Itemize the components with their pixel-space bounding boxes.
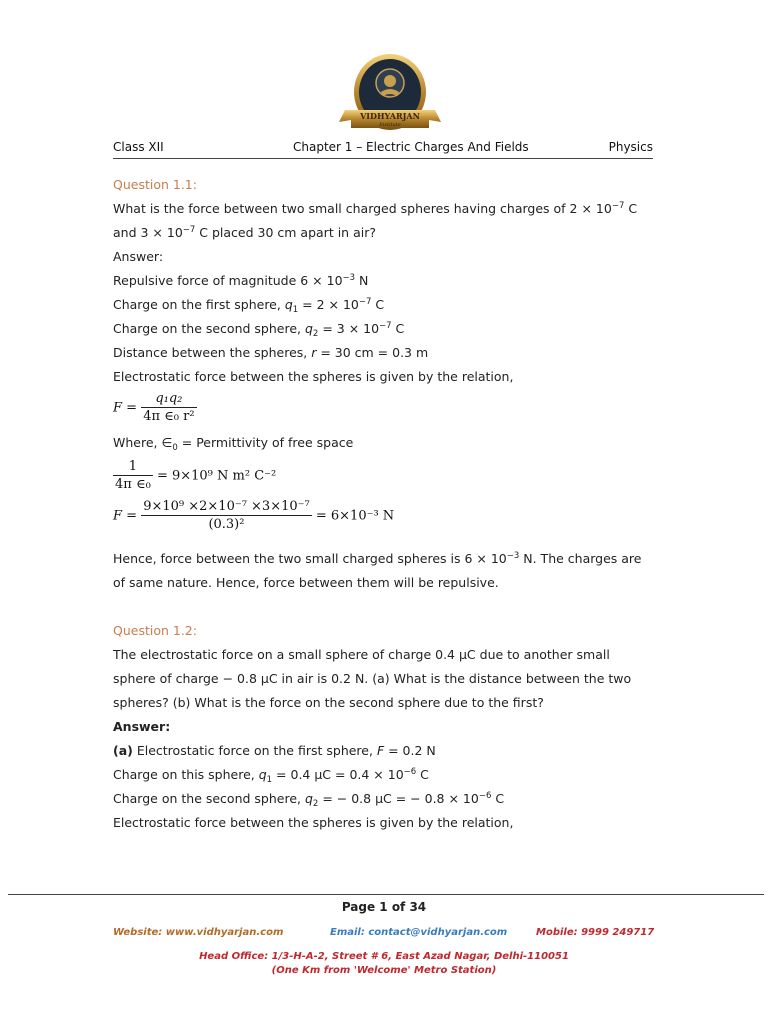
answer-line: Charge on the second sphere, $q_2 = 3 \times 10^{-7}$ C	[113, 321, 405, 339]
question-text: and $3 \times 10^{-7}$ C placed 30 cm apart in air?	[113, 225, 376, 240]
answer-line: Where, $\in_0$ = Permittivity of free space	[113, 435, 354, 453]
answer-line: Hence, force between the two small charged spheres is $6 \times 10^{-3}$ N. The charges are	[113, 551, 642, 566]
answer-line: Charge on the second sphere, $q_2$ = − 0.8 μC = − $0.8 \times 10^{-6}$ C	[113, 791, 505, 809]
question-text: sphere of charge − 0.8 μC in air is 0.2 N. (a) What is the distance between the two	[113, 671, 632, 686]
answer-line: Distance between the spheres, r = 30 cm = 0.3 m	[113, 345, 429, 360]
class-label: Class XII	[113, 140, 164, 154]
answer-line: Electrostatic force between the spheres is given by the relation,	[113, 369, 514, 384]
chapter-title: Chapter 1 – Electric Charges And Fields	[293, 140, 529, 154]
answer-line: of same nature. Hence, force between them will be repulsive.	[113, 575, 499, 590]
document-body	[113, 173, 658, 835]
answer-line: Repulsive force of magnitude $6 \times 10^{-3}$ N	[113, 273, 369, 288]
logo-text-bottom: Institute	[379, 122, 401, 128]
head-office-address: Head Office: 1/3-H-A-2, Street # 6, East Azad Nagar, Delhi-110051	[199, 951, 569, 962]
page-number: Page 1 of 34	[341, 900, 427, 914]
header-divider	[113, 158, 653, 159]
answer-line: Charge on this sphere, $q_1 = 0.4$ $\mu C = 0.4 \times 10^{-6}$ C	[113, 767, 429, 785]
equation-constant: $\frac{1}{\text{4π ∈₀}}$ = 9×10⁹ N m² C⁻²	[115, 459, 277, 492]
website-link[interactable]: Website: www.vidhyarjan.com	[113, 927, 284, 938]
equation-coulomb: F = $\frac{\text{q₁q₂}}{\text{4π ∈₀ r²}}$	[113, 391, 195, 424]
answer-line: Charge on the first sphere, $q_1 = 2 \times 10^{-7}$ C	[113, 297, 385, 315]
answer-line: Electrostatic force between the spheres is given by the relation,	[113, 815, 514, 830]
answer-line: (a) Electrostatic force on the first sphere, F = 0.2 N	[113, 743, 436, 758]
question-heading: Question 1.1:	[113, 177, 197, 192]
vidhyarjan-logo	[331, 50, 449, 140]
email-link[interactable]: Email: contact@vidhyarjan.com	[330, 927, 508, 938]
equation-substitution: F = $\frac{\text{9×10⁹ ×2×10⁻⁷ ×3×10⁻⁷}}{\text{(0.3)²}}$ = 6×10⁻³ N	[113, 499, 395, 532]
answer-label: Answer:	[113, 249, 164, 264]
logo-text-top: VIDHYARJAN	[360, 111, 420, 121]
page-header	[113, 140, 653, 156]
question-text: spheres? (b) What is the force on the second sphere due to the first?	[113, 695, 544, 710]
mobile-number: Mobile: 9999 249717	[536, 927, 655, 938]
subject-label: Physics	[608, 140, 653, 154]
question-text: The electrostatic force on a small sphere of charge 0.4 μC due to another small	[113, 647, 610, 662]
footer-divider	[8, 894, 764, 895]
question-heading: Question 1.2:	[113, 623, 197, 638]
answer-label: Answer:	[113, 719, 171, 734]
address-landmark: (One Km from 'Welcome' Metro Station)	[271, 965, 497, 976]
question-text: What is the force between two small charged spheres having charges of $2 \times 10^{-7}$ C	[113, 201, 638, 216]
